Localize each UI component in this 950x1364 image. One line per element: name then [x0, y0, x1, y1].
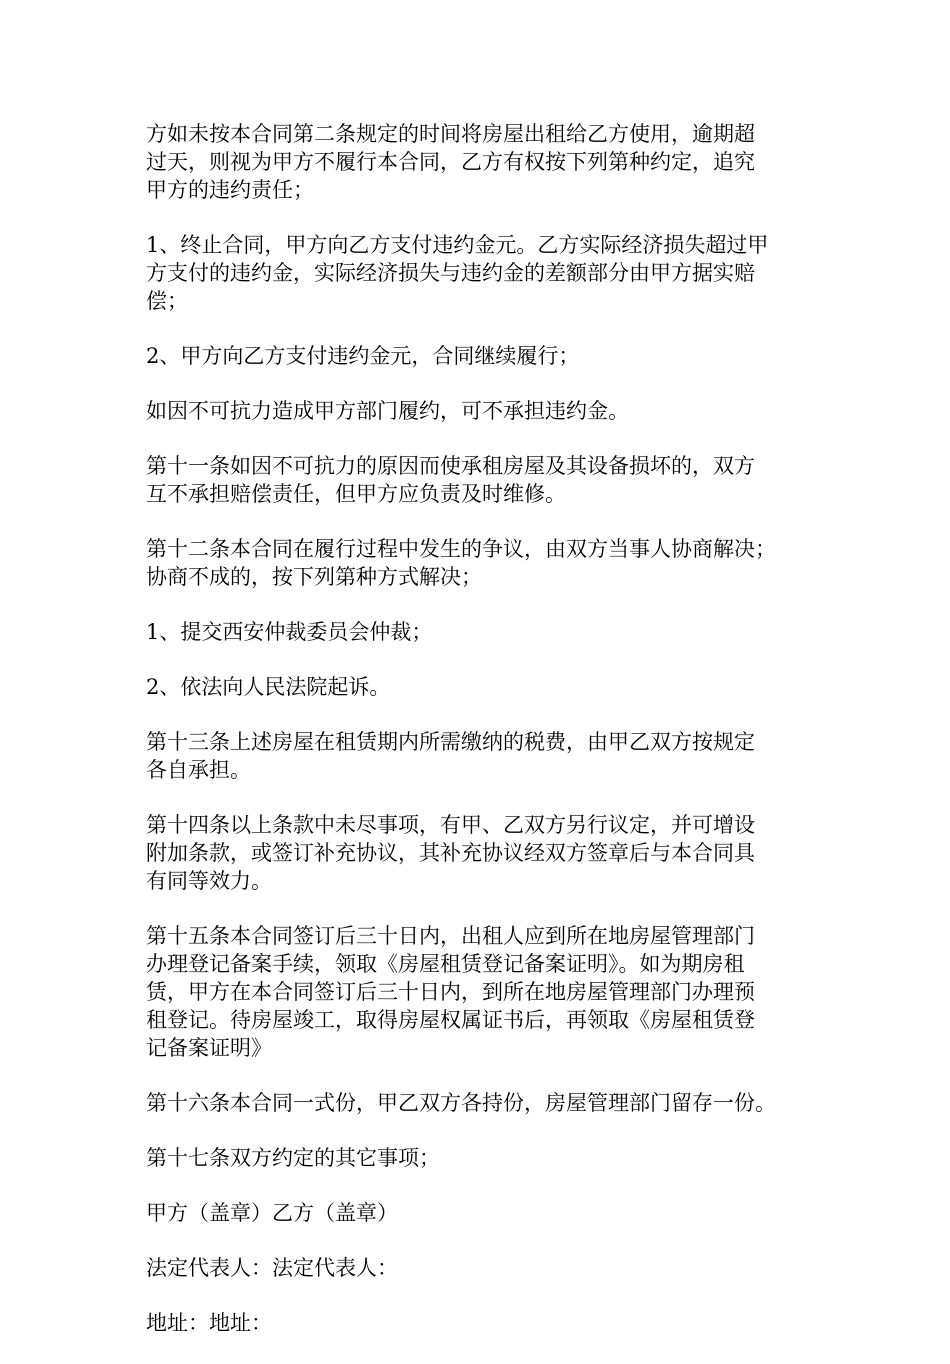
document-paragraph — [146, 673, 818, 701]
paragraph-line: 第十三条上述房屋在租赁期内所需缴纳的税费，由甲乙双方按规定 — [146, 730, 755, 754]
paragraph-line: 2、依法向人民法院起诉。 — [146, 675, 391, 699]
document-paragraph — [146, 452, 818, 508]
paragraph-line: 有同等效力。 — [146, 869, 272, 893]
document-paragraph — [146, 535, 818, 591]
paragraph-line: 互不承担赔偿责任，但甲方应负责及时维修。 — [146, 482, 566, 506]
document-body — [146, 120, 818, 1364]
paragraph-line: 甲方（盖章）乙方（盖章） — [146, 1201, 398, 1225]
paragraph-line: 地址：地址： — [146, 1311, 272, 1335]
document-paragraph — [146, 342, 818, 370]
paragraph-line: 2、甲方向乙方支付违约金元，合同继续履行； — [146, 344, 580, 368]
document-paragraph — [146, 728, 818, 784]
paragraph-line: 方如未按本合同第二条规定的时间将房屋出租给乙方使用，逾期超 — [146, 122, 755, 146]
paragraph-line: 第十七条双方约定的其它事项； — [146, 1146, 440, 1170]
paragraph-line: 记备案证明》 — [146, 1036, 272, 1060]
paragraph-line: 租登记。待房屋竣工，取得房屋权属证书后，再领取《房屋租赁登 — [146, 1008, 755, 1032]
paragraph-line: 甲方的违约责任； — [146, 178, 314, 202]
paragraph-line: 协商不成的，按下列第种方式解决； — [146, 565, 482, 589]
paragraph-line: 偿； — [146, 289, 188, 313]
paragraph-line: 1、终止合同，甲方向乙方支付违约金元。乙方实际经济损失超过甲 — [146, 233, 769, 257]
document-paragraph — [146, 231, 818, 315]
paragraph-line: 过天，则视为甲方不履行本合同，乙方有权按下列第种约定，追究 — [146, 150, 755, 174]
document-paragraph — [146, 1254, 818, 1282]
paragraph-line: 1、提交西安仲裁委员会仲裁； — [146, 620, 433, 644]
paragraph-line: 第十二条本合同在履行过程中发生的争议，由双方当事人协商解决； — [146, 537, 776, 561]
document-paragraph — [146, 1144, 818, 1172]
document-paragraph — [146, 120, 818, 204]
document-paragraph — [146, 397, 818, 425]
document-paragraph — [146, 618, 818, 646]
paragraph-line: 如因不可抗力造成甲方部门履约，可不承担违约金。 — [146, 399, 629, 423]
paragraph-line: 赁，甲方在本合同签订后三十日内，到所在地房屋管理部门办理预 — [146, 980, 755, 1004]
paragraph-line: 办理登记备案手续，领取《房屋租赁登记备案证明》。如为期房租 — [146, 952, 745, 976]
paragraph-line: 第十六条本合同一式份，甲乙双方各持份，房屋管理部门留存一份。 — [146, 1091, 776, 1115]
paragraph-line: 方支付的违约金，实际经济损失与违约金的差额部分由甲方据实赔 — [146, 261, 755, 285]
paragraph-line: 附加条款，或签订补充协议，其补充协议经双方签章后与本合同具 — [146, 841, 755, 865]
paragraph-line: 第十五条本合同签订后三十日内，出租人应到所在地房屋管理部门 — [146, 924, 755, 948]
paragraph-line: 各自承担。 — [146, 758, 251, 782]
paragraph-line: 法定代表人：法定代表人： — [146, 1256, 398, 1280]
document-paragraph — [146, 922, 818, 1062]
document-paragraph — [146, 1089, 818, 1117]
paragraph-line: 第十一条如因不可抗力的原因而使承租房屋及其设备损坏的，双方 — [146, 454, 755, 478]
document-paragraph — [146, 1309, 818, 1337]
paragraph-line: 第十四条以上条款中未尽事项，有甲、乙双方另行议定，并可增设 — [146, 813, 755, 837]
document-paragraph — [146, 811, 818, 895]
document-paragraph — [146, 1199, 818, 1227]
